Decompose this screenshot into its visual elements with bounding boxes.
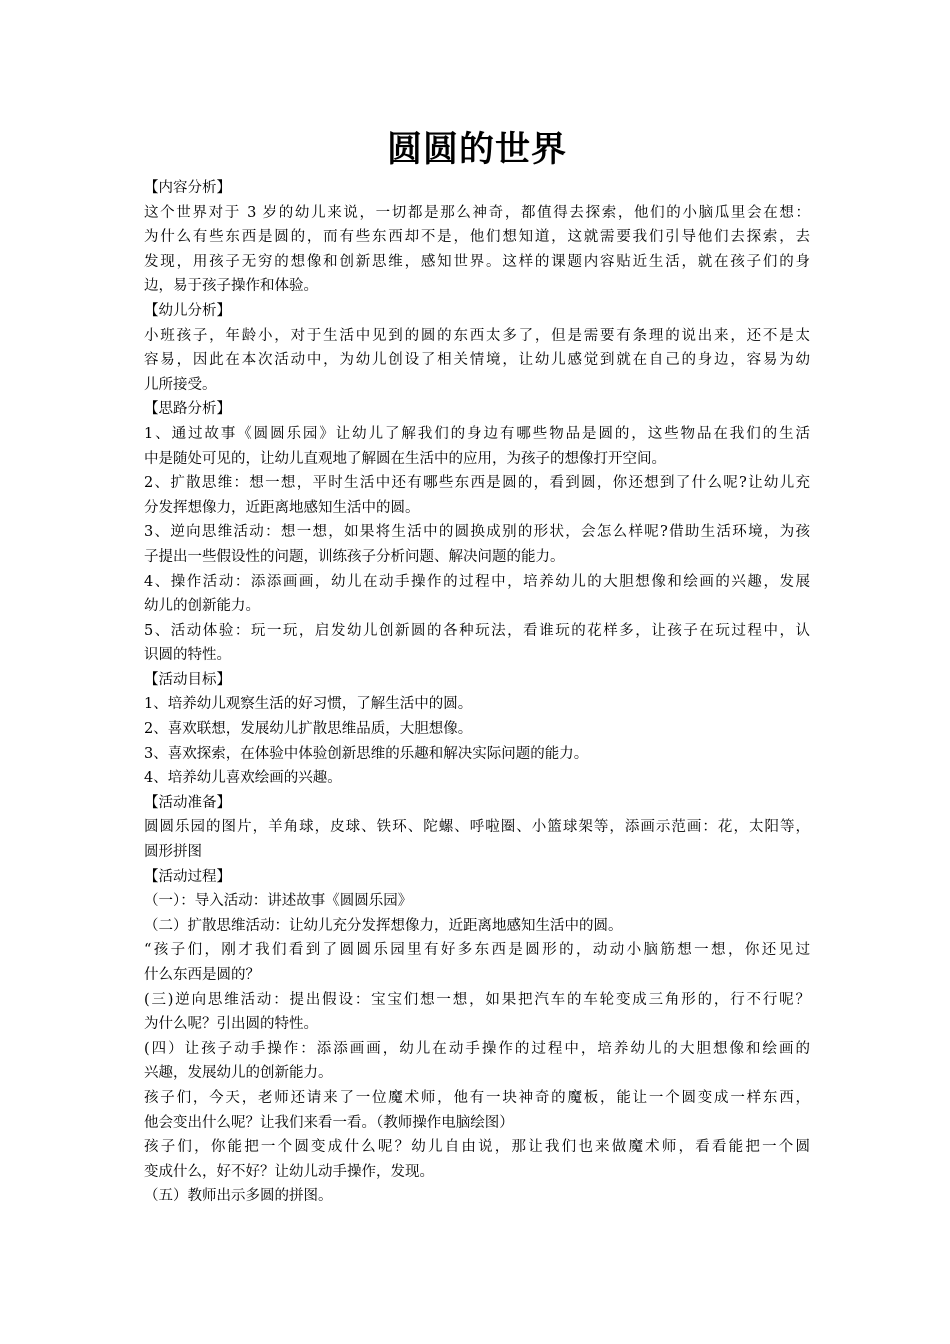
text-line: 识圆的特性。 [144,647,231,664]
text-line: 3、逆向思维活动：想一想，如果将生活中的圆换成别的形状，会怎么样呢?借助生活环境，为孩 [144,524,810,541]
text-line: 兴趣，发展幼儿的创新能力。 [144,1065,333,1082]
text-line: 这个世界对于 3 岁的幼儿来说，一切都是那么神奇，都值得去探索，他们的小脑瓜里会在想： [144,204,810,221]
text-line: 2、扩散思维：想一想，平时生活中还有哪些东西是圆的，看到圆，你还想到了什么呢?让幼儿充 [144,475,810,492]
text-line: 4、操作活动：添添画画，幼儿在动手操作的过程中，培养幼儿的大胆想像和绘画的兴趣，发展 [144,573,810,590]
text-line: 1、通过故事《圆圆乐园》让幼儿了解我们的身边有哪些物品是圆的，这些物品在我们的生活 [144,425,810,442]
text-line: (四）让孩子动手操作：添添画画，幼儿在动手操作的过程中，培养幼儿的大胆想像和绘画的 [144,1040,810,1057]
text-line: 幼儿的创新能力。 [144,598,260,615]
text-line: 为什么呢？引出圆的特性。 [144,1016,318,1033]
text-line: 边，易于孩子操作和体验。 [144,278,318,295]
text-line: 【活动准备】 [144,794,231,811]
text-line: 子提出一些假设性的问题，训练孩子分析问题、解决问题的能力。 [144,548,565,565]
text-line: 【内容分析】 [144,180,231,196]
text-line: 【活动目标】 [144,671,231,688]
text-line: （二）扩散思维活动：让幼儿充分发挥想像力，近距离地感知生活中的圆。 [144,917,623,934]
text-line: 他会变出什么呢？让我们来看一看。（教师操作电脑绘图） [144,1114,514,1131]
document-page [144,126,810,1209]
text-line: 小班孩子，年龄小，对于生活中见到的圆的东西太多了，但是需要有条理的说出来，还不是太 [144,327,810,344]
text-line: 【幼儿分析】 [144,302,231,319]
text-line: 变成什么，好不好？让幼儿动手操作，发现。 [144,1163,434,1180]
text-line: 中是随处可见的，让幼儿直观地了解圆在生活中的应用，为孩子的想像打开空间。 [144,450,666,467]
text-line: 发现，用孩子无穷的想像和创新思维，感知世界。这样的课题内容贴近生活，就在孩子们的身 [144,253,810,270]
text-line: 圆圆乐园的图片，羊角球，皮球、铁环、陀螺、呼啦圈、小篮球架等，添画示范画：花，太阳等， [144,819,810,836]
text-line: 3、喜欢探索，在体验中体验创新思维的乐趣和解决实际问题的能力。 [144,745,589,762]
text-line: （一）：导入活动：讲述故事《圆圆乐园》 [144,893,413,910]
text-line: （五）教师出示多圆的拼图。 [144,1188,333,1205]
text-line: 1、培养幼儿观察生活的好习惯，了解生活中的圆。 [144,696,473,713]
text-line: 4、培养幼儿喜欢绘画的兴趣。 [144,770,342,787]
text-line: (三)逆向思维活动：提出假设：宝宝们想一想，如果把汽车的车轮变成三角形的，行不行呢？ [144,991,810,1008]
text-line: 圆形拼图 [144,844,202,861]
text-line: 【思路分析】 [144,401,231,418]
text-line: 儿所接受。 [144,376,217,393]
text-line: 分发挥想像力，近距离地感知生活中的圆。 [144,499,420,516]
text-line: 孩子们，今天，老师还请来了一位魔术师，他有一块神奇的魔板，能让一个圆变成一样东西， [144,1089,810,1106]
text-line: 容易，因此在本次活动中，为幼儿创设了相关情境，让幼儿感觉到就在自己的身边，容易为幼 [144,352,810,369]
text-line: 孩子们，你能把一个圆变成什么呢？幼儿自由说，那让我们也来做魔术师，看看能把一个圆 [144,1139,810,1156]
text-line: 为什么有些东西是圆的，而有些东西却不是，他们想知道，这就需要我们引导他们去探索，去 [144,229,810,246]
document-title: 圆圆的世界 [386,129,567,170]
text-line: “孩子们，刚才我们看到了圆圆乐园里有好多东西是圆形的，动动小脑筋想一想，你还见过 [144,942,810,959]
text-line: 2、喜欢联想，发展幼儿扩散思维品质，大胆想像。 [144,721,473,738]
text-line: 什么东西是圆的？ [144,967,260,983]
text-line: 【活动过程】 [144,868,231,885]
text-line: 5、活动体验：玩一玩，启发幼儿创新圆的各种玩法，看谁玩的花样多，让孩子在玩过程中，认 [144,622,810,639]
document-body [144,176,810,1209]
